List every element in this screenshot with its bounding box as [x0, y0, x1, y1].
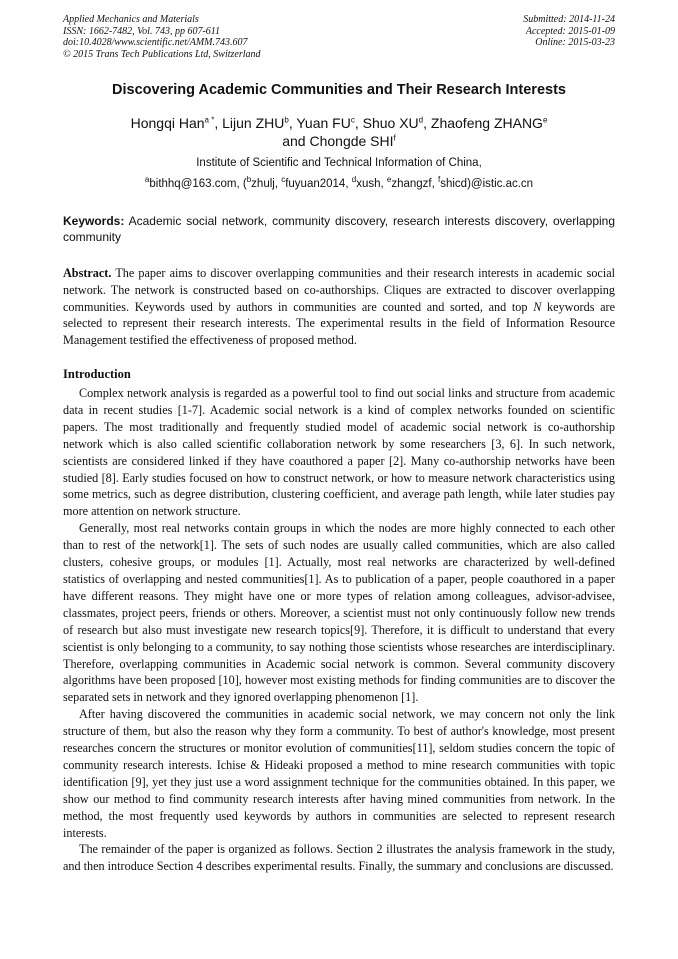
abstract-label: Abstract.: [63, 266, 112, 280]
submitted-date: Submitted: 2014-11-24: [523, 14, 615, 25]
author-affil-mark: f: [393, 133, 396, 143]
email-mark: f: [438, 175, 441, 185]
abstract-italic-n: N: [533, 299, 542, 314]
copyright: © 2015 Trans Tech Publications Ltd, Switzerland: [63, 48, 261, 60]
email-mark: b: [246, 175, 252, 185]
email-text: xush,: [356, 178, 387, 190]
author-emails: [0, 175, 678, 190]
abstract-block: [63, 265, 615, 349]
email-mark: d: [351, 175, 357, 185]
email-text: fuyuan2014,: [285, 178, 352, 190]
keywords-text: Academic social network, community discovery, research interests discovery, overlapping community: [63, 214, 616, 244]
author-and: and: [282, 133, 306, 149]
author-list: Hongqi Han$^{a *}$, Lijun ZHU$^b$, Yuan $FU^c$, Shuo $XU^d$, Zhaofeng ZHANG$^e$ and Chongde SHI$^f$: [130, 115, 548, 149]
doi: doi:10.4028/www.scientific.net/AMM.743.607: [63, 37, 248, 48]
author-affil-mark: b: [284, 115, 289, 125]
author-name: Hongqi Han: [130, 115, 205, 131]
author-affil-mark: d: [418, 115, 424, 125]
email-text: bithhq@163.com, (: [149, 178, 247, 190]
author-name: Lijun ZHU: [222, 115, 285, 131]
section-heading-introduction: Introduction: [63, 367, 131, 381]
abstract-text-cont: keywords are selected to represent their research interests. The experimental results in the field of Information Resource Management testified the effectiveness of proposed method.: [63, 299, 616, 348]
author-name: Shuo XU: [362, 115, 419, 131]
paper-title: Discovering Academic Communities and Their Research Interests: [112, 82, 566, 98]
keywords-label: Keywords:: [63, 214, 125, 228]
author-name: Zhaofeng ZHANG: [430, 115, 543, 131]
body-paragraph: Complex network analysis is regarded as a powerful tool to find out social links and structure from academic data in recent studies [1-7]. Academic social network is a kind of complex networks founded on scientific papers. The most traditionally and frequently studied model of academic social network is co-authorship network which is also called scientific collaboration network by some researchers [3, 6]. In such network, scientists are considered linked if they have coauthored a paper [2]. Many co-authorship networks have been studied [8]. Early studies focused on how to construct network, or how to measure network characteristics using some metrics, such as degree distribution, clustering coefficient, and average path length, while later studies pay more attention on network structure.: [63, 386, 615, 519]
email-text: zhangzf,: [391, 178, 438, 190]
author-name: Yuan FU: [296, 115, 351, 131]
introduction-body: [63, 385, 615, 875]
online-date: Online: 2015-03-23: [535, 37, 615, 48]
author-affil-mark: a *: [204, 115, 215, 125]
author-name: Chongde SHI: [309, 133, 394, 149]
author-affil-mark: e: [542, 115, 548, 125]
journal-header: [63, 14, 261, 60]
abstract-text: The paper aims to discover overlapping communities and their research interests in academic social network. The network is constructed based on co-authorships. Cliques are extracted to discover overlapping communities. Keywords used by authors in communities are counted and sorted, and top: [63, 266, 616, 314]
email-mark: a: [144, 175, 150, 185]
issn-volume: ISSN: 1662-7482, Vol. 743, pp 607-611: [63, 25, 221, 37]
email-text: zhulj,: [251, 178, 282, 190]
accepted-date: Accepted: 2015-01-09: [525, 25, 615, 37]
author-affil-mark: c: [350, 115, 355, 125]
dates-header: [523, 14, 615, 49]
keywords-block: [63, 213, 615, 245]
email-mark: c: [281, 175, 286, 185]
journal-name: Applied Mechanics and Materials: [63, 14, 199, 25]
email-mark: e: [386, 175, 392, 185]
body-paragraph: The remainder of the paper is organized as follows. Section 2 illustrates the analysis framework in the study, and then introduce Section 4 describes experimental results. Finally, the summary and conclusions are discussed.: [63, 842, 615, 874]
body-paragraph: After having discovered the communities in academic social network, we may concern not only the link structure of them, but also the reason why they form a community. To best of author's knowledge, most present researches concern the structures or monitor evolution of communities[11], seldom studies concern the topic of community research interests. Ichise & Hideaki proposed a method to mine research communities with topic identification [9], yet they just use a word assignment technique for the communities obtained. In this paper, we show our method to find community research interests after having mined communities from network. In the method, the most frequently used keywords by authors in communities are selected to represent research interests.: [63, 707, 615, 840]
affiliation: Institute of Scientific and Technical Information of China,: [196, 157, 482, 169]
email-text: shicd)@istic.ac.cn: [440, 178, 534, 190]
body-paragraph: Generally, most real networks contain groups in which the nodes are more highly connected to each other than to rest of the network[1]. The sets of such nodes are usually called communities, which are also called clusters, cohesive groups, or modules [1]. Actually, most real networks are characterized by well-defined statistics of overlapping and nested communities[1]. As to publication of a paper, people coauthored in a paper have different reasons. They might have one or more types of relation among colleagues, advisor-advisee, classmates, project peers, friends or others. Moreover, a scientist must not only continuously follow new trends of research but also must investigate new research topics[9]. Therefore, it is difficult to understand that every scientist is only belonging to a community, to say nothing those scientists whose researches are interdisciplinary. Therefore, overlapping communities in Academic social network is common. Several community discovery algorithms have been proposed [10], however most existing methods for finding communities are to discover the separated sets in network and they ignored overlapping phenomenon [1].: [63, 521, 615, 705]
